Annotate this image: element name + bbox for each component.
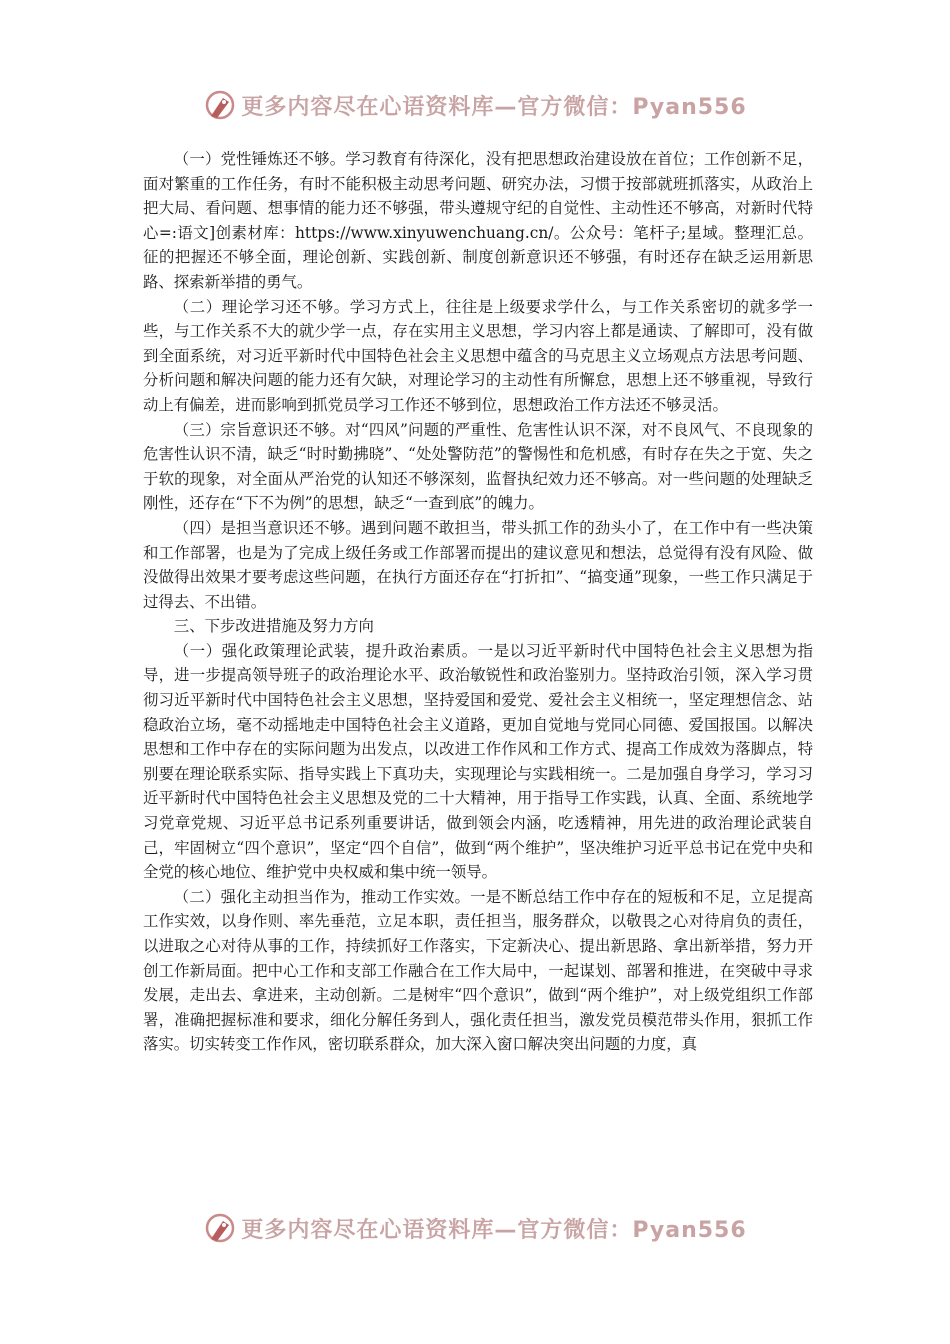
- paragraph: （二）理论学习还不够。学习方式上，往往是上级要求学什么，与工作关系密切的就多学一些，与工作关系不大的就少学一点，存在实用主义思想，学习内容上都是通读、了解即可，没有做到全面系统，对习近平新时代中国特色社会主义思想中蕴含的马克思主义立场观点方法思考问题、分析问题和解决问题的能力还有欠缺，对理论学习的主动性有所懈怠，思想上还不够重视，导致行动上有偏差，进而影响到抓党员学习工作还不够到位，思想政治工作方法还不够灵活。: [143, 297, 813, 414]
- pen-nib-circle-icon: [203, 1211, 237, 1245]
- document-body: [143, 147, 813, 1057]
- paragraph: （三）宗旨意识还不够。对“四风”问题的严重性、危害性认识不深，对不良风气、不良现象的危害性认识不清，缺乏“时时勤拂晓”、“处处警防范”的警惕性和危机感，有时存在失之于宽、失之于软的现象，对全面从严治党的认知还不够深刻，监督执纪效力还不够高。对一些问题的处理缺乏刚性，还存在“下不为例”的思想，缺乏“一查到底”的魄力。: [143, 420, 813, 513]
- paragraph: （一）强化政策理论武装，提升政治素质。一是以习近平新时代中国特色社会主义思想为指导，进一步提高领导班子的政治理论水平、政治敏锐性和政治鉴别力。坚持政治引领，深入学习贯彻习近平新时代中国特色社会主义思想，坚持爱国和爱党、爱社会主义相统一，坚定理想信念、站稳政治立场，毫不动摇地走中国特色社会主义道路，更加自觉地与党同心同德、爱国报国。以解决思想和工作中存在的实际问题为出发点，以改进工作作风和工作方式、提高工作成效为落脚点，特别要在理论联系实际、指导实践上下真功夫，实现理论与实践相统一。二是加强自身学习，学习习近平新时代中国特色社会主义思想及党的二十大精神，用于指导工作实践，认真、全面、系统地学习党章党规、习近平总书记系列重要讲话，做到领会内涵，吃透精神，用先进的政治理论武装自己，牢固树立“四个意识”，坚定“四个自信”，做到“两个维护”，坚决维护习近平总书记在党中央和全党的核心地位、维护党中央权威和集中统一领导。: [143, 641, 813, 882]
- section-heading: 三、下步改进措施及努力方向: [173, 617, 374, 636]
- paragraph: （一）党性锤炼还不够。学习教育有待深化，没有把思想政治建设放在首位；工作创新不足，面对繁重的工作任务，有时不能积极主动思考问题、研究办法，习惯于按部就班抓落实，从政治上把大局、看问题、想事情的能力还不够强，带头遵规守纪的自觉性、主动性还不够高，对新时代特心=:语文]创素材库：https://www.xinyuwenchuang.cn/。公众号：笔杆子;星域。整理汇总。征的把握还不够全面，理论创新、实践创新、制度创新意识还不够强，有时还存在缺乏运用新思路、探索新举措的勇气。: [143, 150, 813, 291]
- paragraph: （四）是担当意识还不够。遇到问题不敢担当，带头抓工作的劲头小了，在工作中有一些决策和工作部署，也是为了完成上级任务或工作部署而提出的建议意见和想法，总觉得有没有风险、做没做得出效果才要考虑这些问题，在执行方面还存在“打折扣”、“搞变通”现象，一些工作只满足于过得去、不出错。: [143, 518, 813, 611]
- paragraph: （二）强化主动担当作为，推动工作实效。一是不断总结工作中存在的短板和不足，立足提高工作实效，以身作则、率先垂范，立足本职，责任担当，服务群众，以敬畏之心对待肩负的责任，以进取之心对待从事的工作，持续抓好工作落实，下定新决心、提出新思路、拿出新举措，努力开创工作新局面。把中心工作和支部工作融合在工作大局中，一起谋划、部署和推进，在突破中寻求发展，走出去、拿进来，主动创新。二是树牢“四个意识”，做到“两个维护”，对上级党组织工作部署，准确把握标准和要求，细化分解任务到人，强化责任担当，激发党员模范带头作用，狠抓工作落实。切实转变工作作风，密切联系群众，加大深入窗口解决突出问题的力度，真: [143, 887, 813, 1054]
- watermark-text: 更多内容尽在心语资料库—官方微信：Pyan556: [241, 94, 747, 120]
- watermark-text: 更多内容尽在心语资料库—官方微信：Pyan556: [241, 1217, 747, 1243]
- watermark-banner-bottom: [0, 1208, 950, 1248]
- watermark-banner-top: [0, 85, 950, 125]
- pen-nib-circle-icon: [203, 88, 237, 122]
